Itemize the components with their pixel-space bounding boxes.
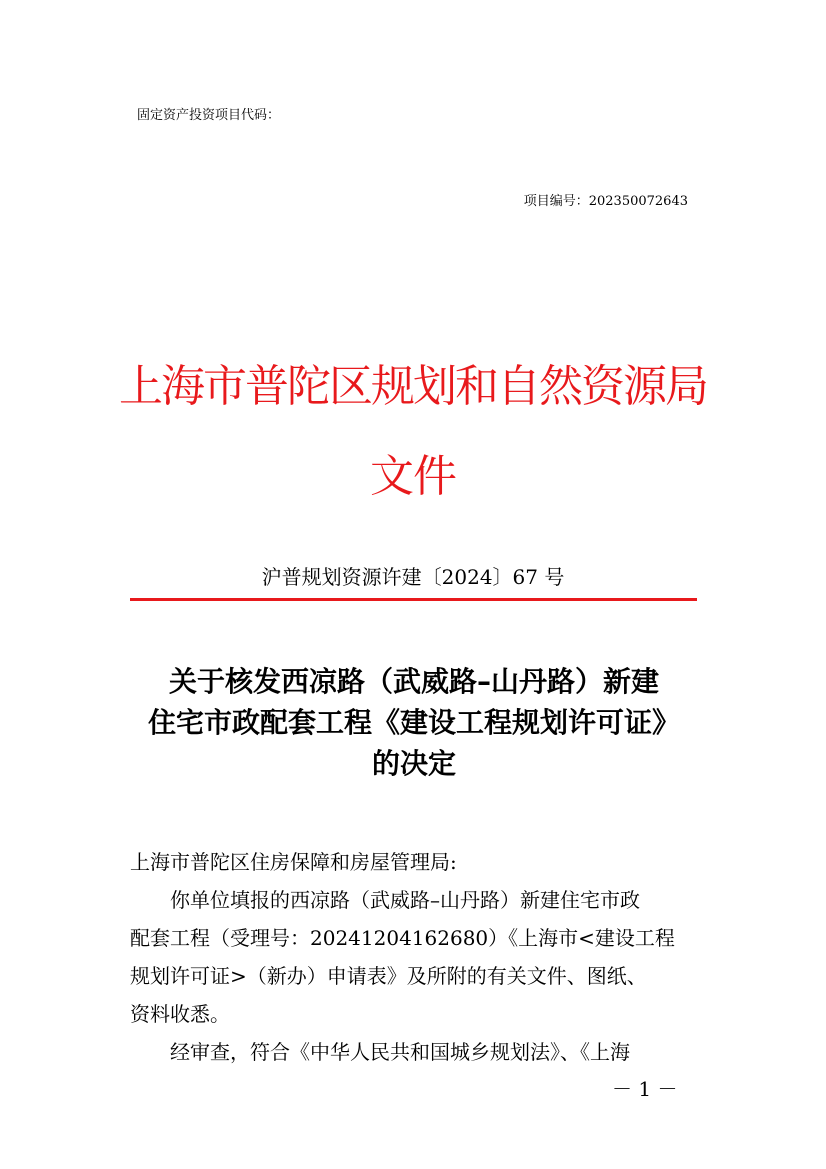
document-type: 文件	[370, 451, 456, 502]
fixed-asset-project-code-label: 固定资产投资项目代码：	[137, 108, 281, 123]
title-line-3: 的决定	[371, 747, 456, 780]
issuing-authority: 上海市普陀区规划和自然资源局	[119, 361, 707, 412]
title-line-2: 住宅市政配套工程《建设工程规划许可证》	[147, 706, 680, 739]
page-number: － 1 －	[612, 1077, 678, 1101]
paragraph-2-line-1: 经审查，符合《中华人民共和国城乡规划法》、《上海	[170, 1040, 630, 1064]
paragraph-1-line-1: 你单位填报的西凉路（武威路–山丹路）新建住宅市政	[170, 888, 640, 912]
paragraph-1-line-4: 资料收悉。	[130, 1002, 230, 1026]
document-number: 沪普规划资源许建〔2024〕67 号	[261, 565, 565, 589]
document-title	[125, 661, 703, 784]
addressee: 上海市普陀区住房保障和房屋管理局:	[130, 850, 457, 874]
red-divider-line	[130, 598, 697, 601]
title-line-1: 关于核发西凉路（武威路–山丹路）新建	[168, 665, 659, 698]
paragraph-1-line-2: 配套工程（受理号：20241204162680）《上海市<建设工程	[130, 926, 675, 950]
paragraph-1-line-3: 规划许可证>（新办）申请表》及所附的有关文件、图纸、	[130, 964, 647, 988]
project-number: 项目编号：202350072643	[523, 194, 688, 209]
document-body	[130, 843, 700, 1071]
